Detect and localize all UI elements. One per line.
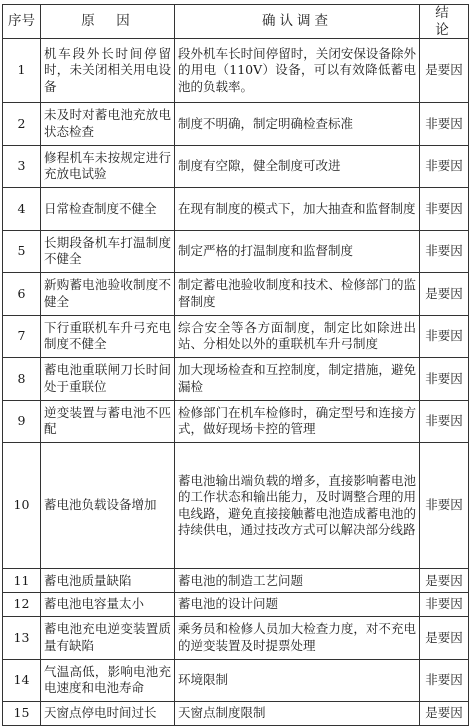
cause-cell: 机车段外长时间停留时，未关闭相关用电设备 — [41, 39, 175, 103]
table-row — [3, 569, 469, 593]
cause-cell: 蓄电池质量缺陷 — [41, 569, 175, 593]
cause-cell: 修程机车未按规定进行充放电试验 — [41, 145, 175, 187]
table-row — [3, 701, 469, 725]
investigation-cell: 制定严格的打温制度和监督制度 — [175, 230, 420, 272]
table-row — [3, 593, 469, 617]
conclusion-cell: 是要因 — [420, 701, 469, 725]
table-header-row — [3, 5, 469, 39]
investigation-cell: 制度有空隙，健全制度可改进 — [175, 145, 420, 187]
table-row — [3, 315, 469, 357]
conclusion-cell: 非要因 — [420, 400, 469, 442]
investigation-cell: 蓄电池的制造工艺问题 — [175, 569, 420, 593]
conclusion-cell: 非要因 — [420, 358, 469, 400]
row-number: 10 — [3, 442, 41, 568]
row-number: 9 — [3, 400, 41, 442]
table-row — [3, 659, 469, 701]
conclusion-cell: 非要因 — [420, 145, 469, 187]
table-row — [3, 39, 469, 103]
table-row — [3, 358, 469, 400]
conclusion-cell: 非要因 — [420, 442, 469, 568]
conclusion-cell: 是要因 — [420, 569, 469, 593]
header-conclusion: 结 论 — [420, 5, 469, 39]
table-row — [3, 188, 469, 230]
conclusion-cell: 是要因 — [420, 39, 469, 103]
investigation-cell: 蓄电池的设计问题 — [175, 593, 420, 617]
table-row — [3, 442, 469, 568]
conclusion-cell: 是要因 — [420, 617, 469, 659]
cause-analysis-table — [2, 4, 469, 726]
table-row — [3, 400, 469, 442]
row-number: 8 — [3, 358, 41, 400]
investigation-cell: 天窗点制度限制 — [175, 701, 420, 725]
row-number: 3 — [3, 145, 41, 187]
row-number: 13 — [3, 617, 41, 659]
cause-cell: 未及时对蓄电池充放电状态检查 — [41, 103, 175, 145]
investigation-cell: 环境限制 — [175, 659, 420, 701]
conclusion-cell: 非要因 — [420, 230, 469, 272]
investigation-cell: 检修部门在机车检修时，确定型号和连接方式，做好现场卡控的管理 — [175, 400, 420, 442]
cause-cell: 日常检查制度不健全 — [41, 188, 175, 230]
table-row — [3, 103, 469, 145]
header-cause: 原 因 — [41, 5, 175, 39]
row-number: 5 — [3, 230, 41, 272]
investigation-cell: 加大现场检查和互控制度，制定措施，避免漏检 — [175, 358, 420, 400]
row-number: 6 — [3, 273, 41, 315]
cause-cell: 新购蓄电池验收制度不健全 — [41, 273, 175, 315]
cause-cell: 蓄电池负载设备增加 — [41, 442, 175, 568]
cause-cell: 下行重联机车升弓充电制度不健全 — [41, 315, 175, 357]
table-row — [3, 230, 469, 272]
cause-cell: 气温高低，影响电池充电速度和电池寿命 — [41, 659, 175, 701]
cause-cell: 蓄电池重联闸刀长时间处于重联位 — [41, 358, 175, 400]
header-no: 序号 — [3, 5, 41, 39]
conclusion-cell: 非要因 — [420, 315, 469, 357]
table-row — [3, 617, 469, 659]
row-number: 14 — [3, 659, 41, 701]
investigation-cell: 乘务员和检修人员加大检查力度，对不充电的逆变装置及时提票处理 — [175, 617, 420, 659]
investigation-cell: 在现有制度的模式下，加大抽查和监督制度 — [175, 188, 420, 230]
conclusion-cell: 非要因 — [420, 188, 469, 230]
table-row — [3, 273, 469, 315]
cause-cell: 蓄电池充电逆变装置质量有缺陷 — [41, 617, 175, 659]
conclusion-cell: 非要因 — [420, 593, 469, 617]
cause-cell: 逆变装置与蓄电池不匹配 — [41, 400, 175, 442]
row-number: 4 — [3, 188, 41, 230]
conclusion-cell: 是要因 — [420, 273, 469, 315]
investigation-cell: 段外机车长时间停留时，关闭安保设备除外的用电（110V）设备，可以有效降低蓄电池的负载率。 — [175, 39, 420, 103]
cause-cell: 长期段备机车打温制度不健全 — [41, 230, 175, 272]
row-number: 2 — [3, 103, 41, 145]
row-number: 12 — [3, 593, 41, 617]
cause-cell: 天窗点停电时间过长 — [41, 701, 175, 725]
investigation-cell: 制度不明确，制定明确检查标准 — [175, 103, 420, 145]
conclusion-cell: 非要因 — [420, 659, 469, 701]
row-number: 7 — [3, 315, 41, 357]
row-number: 15 — [3, 701, 41, 725]
investigation-cell: 蓄电池输出端负载的增多，直接影响蓄电池的工作状态和输出能力，及时调整合理的用电线路，避免直接接触蓄电池造成蓄电池的持续供电，通过技改方式可以解决部分线路 — [175, 442, 420, 568]
cause-cell: 蓄电池电容量太小 — [41, 593, 175, 617]
investigation-cell: 制定蓄电池验收制度和技术、检修部门的监督制度 — [175, 273, 420, 315]
conclusion-cell: 非要因 — [420, 103, 469, 145]
row-number: 11 — [3, 569, 41, 593]
table-row — [3, 145, 469, 187]
row-number: 1 — [3, 39, 41, 103]
header-investigation: 确认调查 — [175, 5, 420, 39]
investigation-cell: 综合安全等各方面制度，制定比如除进出站、分相处以外的重联机车升弓制度 — [175, 315, 420, 357]
